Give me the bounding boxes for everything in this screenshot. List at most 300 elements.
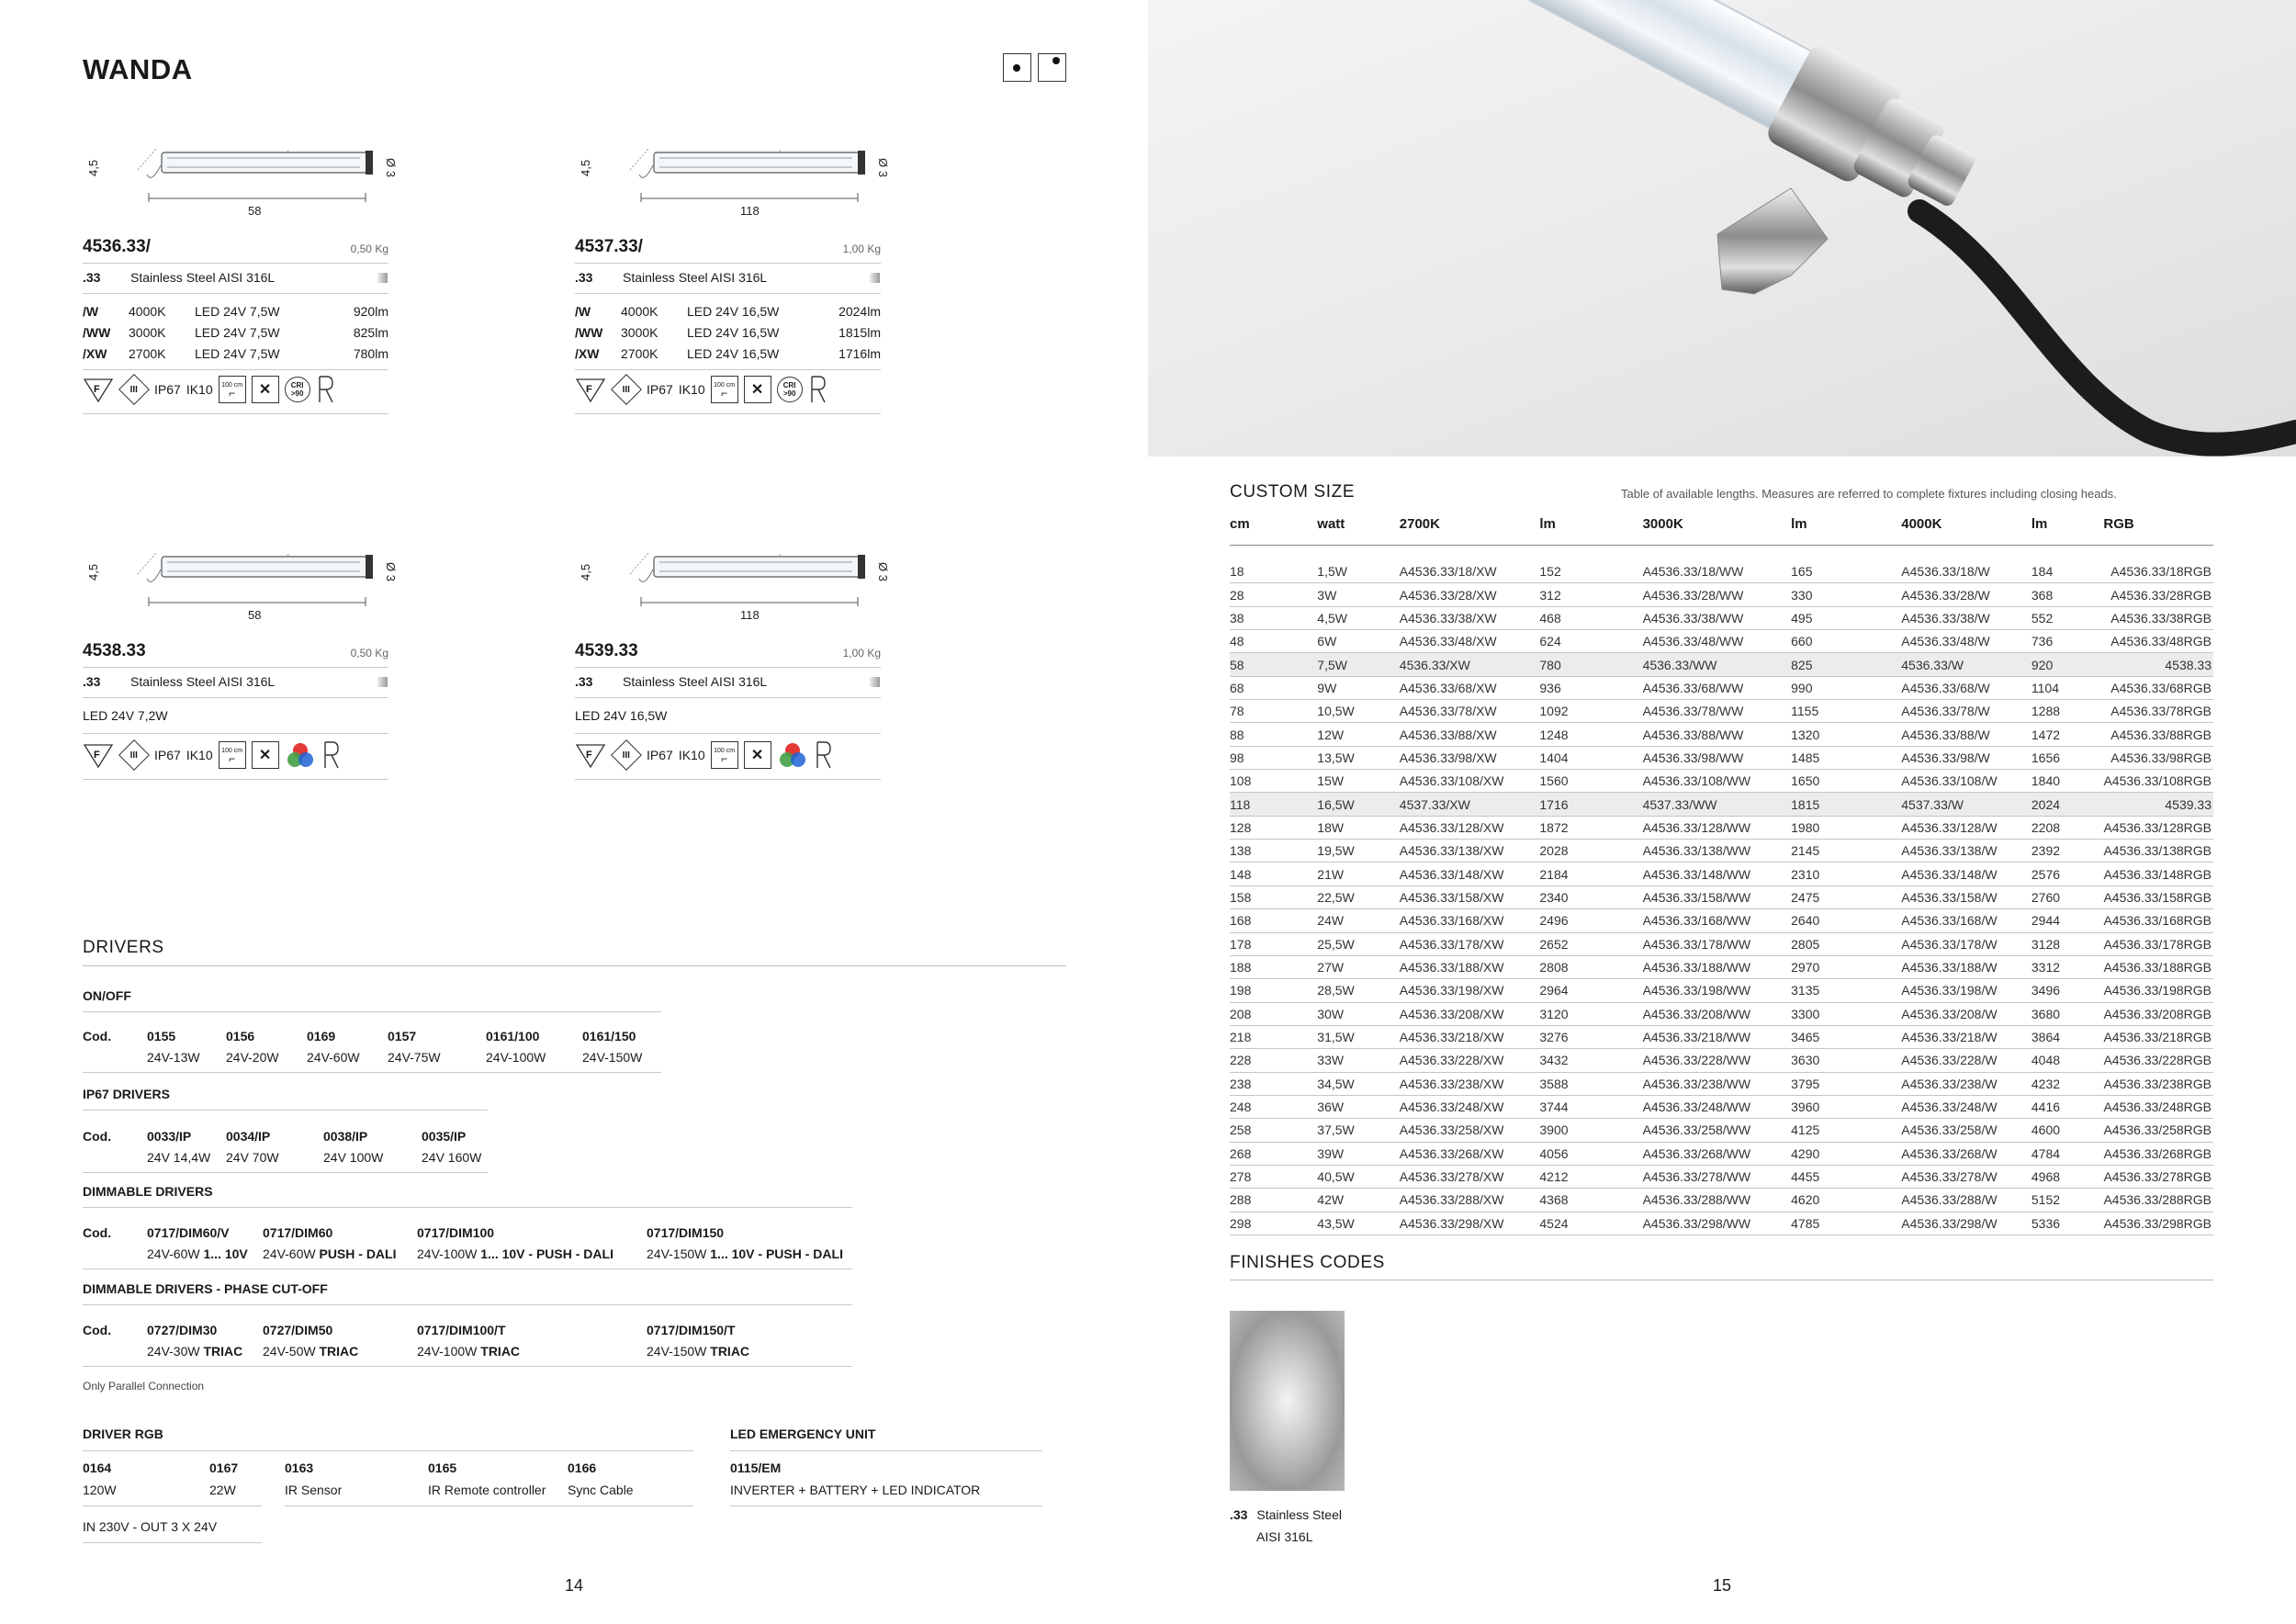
finish-code: .33: [83, 674, 101, 689]
table-cell: A4536.33/128/W: [1901, 816, 2032, 839]
product-dimension-drawing: [575, 542, 887, 625]
dimension-diameter: Ø 3: [876, 158, 890, 177]
variant-lumen: 1815lm: [838, 325, 881, 340]
driver-spec-mode: TRIAC: [319, 1344, 359, 1359]
custom-size-header-cell: 2700K: [1400, 516, 1540, 546]
table-row: [1230, 653, 2213, 676]
table-cell: 40,5W: [1317, 1165, 1400, 1188]
table-cell: A4536.33/188/XW: [1400, 955, 1540, 978]
driver-spec-text: 24V-13W: [147, 1050, 200, 1065]
table-row: [1230, 1119, 2213, 1142]
finish-swatch-stainless-steel: [1230, 1311, 1345, 1491]
table-cell: 920: [2032, 653, 2104, 676]
driver-spec-text: 24V-60W: [263, 1246, 320, 1261]
product-weight: 1,00 Kg: [842, 647, 881, 660]
table-row: [1230, 979, 2213, 1002]
product-code: 4536.33/: [83, 237, 151, 256]
product-photo: [1148, 0, 2296, 457]
ik-rating: IK10: [186, 748, 213, 762]
table-cell: 24W: [1317, 909, 1400, 932]
table-cell: 2640: [1791, 909, 1901, 932]
custom-size-header-cell: lm: [1539, 516, 1642, 546]
table-cell: 312: [1539, 583, 1642, 606]
cable-length-label: 100 cm: [221, 748, 243, 754]
table-row: [1230, 1049, 2213, 1072]
table-cell: 5152: [2032, 1189, 2104, 1212]
driver-code: 0164: [83, 1460, 112, 1475]
driver-spec-text: 24V-100W: [486, 1050, 546, 1065]
custom-size-header-cell: watt: [1317, 516, 1400, 546]
table-cell: A4536.33/288RGB: [2103, 1189, 2213, 1212]
finish-code: .33: [1230, 1507, 1248, 1522]
table-cell: A4536.33/298/WW: [1643, 1212, 1792, 1235]
recycle-mark-icon: [316, 375, 334, 404]
table-cell: 158: [1230, 885, 1317, 908]
product-weight: 0,50 Kg: [350, 647, 388, 660]
dimension-length: 58: [248, 608, 262, 622]
table-cell: A4536.33/68/WW: [1643, 676, 1792, 699]
table-cell: 7,5W: [1317, 653, 1400, 676]
variant-lumen: 825lm: [353, 325, 388, 340]
cri-icon: [777, 377, 803, 402]
table-cell: A4536.33/48/W: [1901, 630, 2032, 653]
divider: [83, 697, 388, 698]
table-cell: 4,5W: [1317, 606, 1400, 629]
dimension-length: 118: [740, 608, 760, 622]
dimension-length: 58: [248, 204, 262, 218]
variant-code: /W: [575, 304, 591, 319]
table-cell: 4536.33/W: [1901, 653, 2032, 676]
table-cell: A4536.33/218/XW: [1400, 1025, 1540, 1048]
table-row: [1230, 955, 2213, 978]
table-cell: 148: [1230, 863, 1317, 885]
table-cell: 1872: [1539, 816, 1642, 839]
table-cell: 128: [1230, 816, 1317, 839]
divider: [575, 779, 881, 780]
class-iii-icon: [611, 374, 642, 405]
table-cell: 1,5W: [1317, 560, 1400, 583]
variant-code: /W: [83, 304, 99, 319]
onoff-drivers-title: ON/OFF: [83, 988, 131, 1003]
table-cell: 4536.33/WW: [1643, 653, 1792, 676]
driver-code: 0157: [388, 1029, 417, 1043]
table-cell: 298: [1230, 1212, 1317, 1235]
f-mark-icon: [575, 376, 606, 403]
table-cell: 1104: [2032, 676, 2104, 699]
variant-color-temp: 2700K: [621, 346, 658, 361]
divider: [83, 369, 388, 370]
class-iii-icon: [118, 739, 150, 771]
table-cell: 4537.33/XW: [1400, 793, 1540, 816]
table-cell: A4536.33/148/XW: [1400, 863, 1540, 885]
dimension-height: 4,5: [579, 159, 592, 176]
table-cell: 21W: [1317, 863, 1400, 885]
product-code: 4538.33: [83, 641, 146, 660]
table-cell: A4536.33/278/WW: [1643, 1165, 1792, 1188]
drivers-title: DRIVERS: [83, 938, 164, 957]
divider: [575, 667, 881, 668]
table-cell: 37,5W: [1317, 1119, 1400, 1142]
table-cell: 4537.33/WW: [1643, 793, 1792, 816]
variant-led: LED 24V 16,5W: [687, 304, 780, 319]
table-cell: A4536.33/38/XW: [1400, 606, 1540, 629]
table-row: [1230, 583, 2213, 606]
variant-lumen: 1716lm: [838, 346, 881, 361]
product-dimension-drawing: [83, 138, 395, 220]
table-cell: A4536.33/148RGB: [2103, 863, 2213, 885]
divider: [83, 1110, 488, 1111]
f-mark-label: F: [586, 384, 592, 395]
table-cell: 1472: [2032, 723, 2104, 746]
table-cell: 38: [1230, 606, 1317, 629]
table-cell: 4368: [1539, 1189, 1642, 1212]
driver-spec-mode: 1... 10V - PUSH - DALI: [710, 1246, 843, 1261]
table-cell: 42W: [1317, 1189, 1400, 1212]
table-cell: A4536.33/268RGB: [2103, 1142, 2213, 1165]
table-cell: 1716: [1539, 793, 1642, 816]
certification-icons: [575, 375, 827, 404]
table-row: [1230, 885, 2213, 908]
table-cell: 4785: [1791, 1212, 1901, 1235]
table-cell: A4536.33/28/W: [1901, 583, 2032, 606]
table-cell: A4536.33/248/WW: [1643, 1095, 1792, 1118]
driver-spec-text: 24V-60W: [147, 1246, 204, 1261]
variant-led: LED 24V 7,5W: [195, 304, 280, 319]
no-cover-icon: ✕: [744, 376, 771, 403]
product-led: LED 24V 7,2W: [83, 708, 168, 723]
table-cell: A4536.33/158/W: [1901, 885, 2032, 908]
table-cell: A4536.33/158/XW: [1400, 885, 1540, 908]
driver-spec: [582, 1050, 642, 1065]
variant-lumen: 2024lm: [838, 304, 881, 319]
driver-spec: [647, 1246, 843, 1261]
recycle-mark-icon: [321, 740, 340, 770]
driver-code: 0155: [147, 1029, 176, 1043]
divider: [83, 1172, 488, 1173]
driver-code: 0717/DIM60/V: [147, 1225, 230, 1240]
driver-spec: IR Sensor: [285, 1483, 343, 1497]
table-cell: 48: [1230, 630, 1317, 653]
table-cell: 1092: [1539, 700, 1642, 723]
table-cell: 3795: [1791, 1072, 1901, 1095]
driver-spec-mode: 1... 10V: [203, 1246, 248, 1261]
driver-code: 0163: [285, 1460, 314, 1475]
table-cell: 3128: [2032, 932, 2104, 955]
cable-length-icon: [711, 741, 738, 769]
table-cell: A4536.33/278/W: [1901, 1165, 2032, 1188]
driver-spec: [147, 1246, 248, 1261]
driver-code: 0717/DIM60: [263, 1225, 333, 1240]
certification-icons: [83, 740, 340, 770]
table-cell: 936: [1539, 676, 1642, 699]
table-cell: 4538.33: [2103, 653, 2213, 676]
table-cell: A4536.33/98/XW: [1400, 746, 1540, 769]
table-cell: 3864: [2032, 1025, 2104, 1048]
dimension-height: 4,5: [86, 159, 100, 176]
table-cell: 1815: [1791, 793, 1901, 816]
ip-rating: IP67: [154, 748, 181, 762]
table-cell: 3680: [2032, 1002, 2104, 1025]
driver-spec: [647, 1344, 749, 1359]
certification-icons: [575, 740, 832, 770]
table-cell: 3120: [1539, 1002, 1642, 1025]
table-cell: A4536.33/288/W: [1901, 1189, 2032, 1212]
table-cell: 4620: [1791, 1189, 1901, 1212]
table-cell: 2340: [1539, 885, 1642, 908]
table-cell: 188: [1230, 955, 1317, 978]
variant-code: /WW: [83, 325, 111, 340]
table-cell: 3135: [1791, 979, 1901, 1002]
product-dimension-drawing: [83, 542, 395, 625]
driver-code: 0034/IP: [226, 1129, 271, 1144]
table-row: [1230, 630, 2213, 653]
table-cell: A4536.33/98/WW: [1643, 746, 1792, 769]
table-cell: 184: [2032, 560, 2104, 583]
table-cell: A4536.33/198/XW: [1400, 979, 1540, 1002]
table-row: [1230, 840, 2213, 863]
table-cell: 12W: [1317, 723, 1400, 746]
table-row: [1230, 700, 2213, 723]
driver-spec-text: 24V 70W: [226, 1150, 279, 1165]
table-cell: A4536.33/38RGB: [2103, 606, 2213, 629]
dimension-diameter: Ø 3: [384, 158, 398, 177]
table-cell: 13,5W: [1317, 746, 1400, 769]
driver-code: 0717/DIM100/T: [417, 1323, 506, 1337]
table-cell: A4536.33/148/W: [1901, 863, 2032, 885]
driver-spec-text: 24V-60W: [307, 1050, 360, 1065]
table-cell: 33W: [1317, 1049, 1400, 1072]
table-cell: 10,5W: [1317, 700, 1400, 723]
variant-led: LED 24V 7,5W: [195, 325, 280, 340]
cri-value: >90: [782, 389, 796, 398]
table-cell: A4536.33/128/WW: [1643, 816, 1792, 839]
no-cover-icon: ✕: [744, 741, 771, 769]
table-cell: 27W: [1317, 955, 1400, 978]
table-cell: A4536.33/158/WW: [1643, 885, 1792, 908]
table-cell: 4524: [1539, 1212, 1642, 1235]
table-cell: A4536.33/178/XW: [1400, 932, 1540, 955]
table-cell: A4536.33/188/WW: [1643, 955, 1792, 978]
table-cell: 1650: [1791, 770, 1901, 793]
driver-code: 0717/DIM150: [647, 1225, 725, 1240]
table-cell: A4536.33/228/WW: [1643, 1049, 1792, 1072]
table-cell: A4536.33/208/W: [1901, 1002, 2032, 1025]
table-cell: 1560: [1539, 770, 1642, 793]
divider: [83, 1450, 693, 1451]
table-cell: 78: [1230, 700, 1317, 723]
driver-code: 0717/DIM100: [417, 1225, 495, 1240]
divider: [575, 413, 881, 414]
table-cell: A4536.33/168/WW: [1643, 909, 1792, 932]
table-row: [1230, 863, 2213, 885]
ip-rating: IP67: [154, 382, 181, 397]
luminaire-photo-illustration: [1148, 0, 2296, 457]
table-cell: 25,5W: [1317, 932, 1400, 955]
table-cell: 1485: [1791, 746, 1901, 769]
cri-icon: [285, 377, 310, 402]
driver-spec-mode: TRIAC: [203, 1344, 243, 1359]
recycle-mark-icon: [814, 740, 832, 770]
cable-length-icon: [711, 376, 738, 403]
divider: [575, 697, 881, 698]
table-cell: 30W: [1317, 1002, 1400, 1025]
table-row: [1230, 1212, 2213, 1235]
table-cell: 1288: [2032, 700, 2104, 723]
table-row: [1230, 770, 2213, 793]
table-cell: 118: [1230, 793, 1317, 816]
table-cell: 2184: [1539, 863, 1642, 885]
table-cell: 660: [1791, 630, 1901, 653]
variant-code: /XW: [575, 346, 600, 361]
dimension-height: 4,5: [86, 563, 100, 581]
driver-code: 0727/DIM50: [263, 1323, 333, 1337]
table-cell: 3276: [1539, 1025, 1642, 1048]
table-cell: 3W: [1317, 583, 1400, 606]
table-cell: A4536.33/278RGB: [2103, 1165, 2213, 1188]
cable-glyph: ⌐: [229, 387, 236, 400]
no-cover-icon: ✕: [252, 376, 279, 403]
table-cell: 6W: [1317, 630, 1400, 653]
table-cell: 2944: [2032, 909, 2104, 932]
driver-spec: [307, 1050, 360, 1065]
table-cell: 2024: [2032, 793, 2104, 816]
table-cell: 330: [1791, 583, 1901, 606]
variant-code: /WW: [575, 325, 603, 340]
ceiling-mount-icon: [1038, 53, 1066, 82]
cable-glyph: ⌐: [721, 752, 728, 765]
driver-spec-text: 24V-20W: [226, 1050, 279, 1065]
table-cell: A4536.33/138/WW: [1643, 840, 1792, 863]
driver-spec-mode: TRIAC: [480, 1344, 521, 1359]
product-code: 4539.33: [575, 641, 638, 660]
table-cell: 4600: [2032, 1119, 2104, 1142]
driver-spec-text: 24V-100W: [417, 1246, 481, 1261]
table-cell: 2970: [1791, 955, 1901, 978]
custom-size-header-row: [1230, 516, 2213, 546]
divider: [575, 293, 881, 294]
table-cell: A4536.33/258/XW: [1400, 1119, 1540, 1142]
driver-spec: [226, 1150, 279, 1165]
table-cell: A4536.33/238/W: [1901, 1072, 2032, 1095]
driver-spec-text: 24V 14,4W: [147, 1150, 211, 1165]
divider: [83, 733, 388, 734]
table-cell: A4536.33/268/WW: [1643, 1142, 1792, 1165]
emergency-code: 0115/EM: [730, 1460, 782, 1475]
table-cell: 495: [1791, 606, 1901, 629]
table-cell: 3960: [1791, 1095, 1901, 1118]
table-cell: 15W: [1317, 770, 1400, 793]
table-cell: A4536.33/108/XW: [1400, 770, 1540, 793]
ip67-drivers-title: IP67 DRIVERS: [83, 1087, 170, 1101]
f-mark-label: F: [94, 750, 100, 761]
driver-spec: IR Remote controller: [428, 1483, 546, 1497]
table-cell: A4536.33/298/XW: [1400, 1212, 1540, 1235]
driver-code: 0165: [428, 1460, 457, 1475]
divider: [83, 1542, 262, 1543]
table-cell: A4536.33/218/WW: [1643, 1025, 1792, 1048]
finish-name: Stainless Steel AISI 316L: [130, 270, 276, 285]
table-cell: 4968: [2032, 1165, 2104, 1188]
product-dimension-drawing: [575, 138, 887, 220]
table-row: [1230, 676, 2213, 699]
table-cell: 228: [1230, 1049, 1317, 1072]
custom-size-table: [1230, 516, 2213, 1235]
divider: [575, 369, 881, 370]
cable-glyph: ⌐: [721, 387, 728, 400]
table-row: [1230, 1072, 2213, 1095]
table-cell: A4536.33/68/XW: [1400, 676, 1540, 699]
table-cell: A4536.33/208/XW: [1400, 1002, 1540, 1025]
table-cell: A4536.33/248RGB: [2103, 1095, 2213, 1118]
table-row: [1230, 560, 2213, 583]
class-iii-label: III: [129, 750, 139, 761]
table-spacer: [1230, 546, 2213, 560]
table-cell: A4536.33/18/XW: [1400, 560, 1540, 583]
table-cell: 2145: [1791, 840, 1901, 863]
custom-size-header-cell: 3000K: [1643, 516, 1792, 546]
driver-spec-mode: TRIAC: [710, 1344, 750, 1359]
table-row: [1230, 746, 2213, 769]
driver-spec: [422, 1150, 481, 1165]
table-cell: A4536.33/228/XW: [1400, 1049, 1540, 1072]
table-cell: A4536.33/78/W: [1901, 700, 2032, 723]
custom-size-header-cell: lm: [1791, 516, 1901, 546]
table-cell: 3312: [2032, 955, 2104, 978]
table-cell: 1320: [1791, 723, 1901, 746]
table-cell: 2805: [1791, 932, 1901, 955]
table-cell: A4536.33/88/WW: [1643, 723, 1792, 746]
table-cell: 2310: [1791, 863, 1901, 885]
table-cell: A4536.33/188RGB: [2103, 955, 2213, 978]
table-cell: A4536.33/198/W: [1901, 979, 2032, 1002]
table-cell: 28: [1230, 583, 1317, 606]
driver-code: 0166: [568, 1460, 597, 1475]
driver-code: 0035/IP: [422, 1129, 467, 1144]
driver-spec: [417, 1246, 613, 1261]
table-row: [1230, 1165, 2213, 1188]
finish-name-line2: AISI 316L: [1256, 1529, 1313, 1544]
driver-spec: [486, 1050, 546, 1065]
table-cell: A4536.33/78RGB: [2103, 700, 2213, 723]
table-cell: 1248: [1539, 723, 1642, 746]
cable-glyph: ⌐: [229, 752, 236, 765]
table-cell: A4536.33/88/XW: [1400, 723, 1540, 746]
table-cell: A4536.33/88RGB: [2103, 723, 2213, 746]
table-cell: A4536.33/218/W: [1901, 1025, 2032, 1048]
driver-spec: [147, 1050, 200, 1065]
rgb-icon: [285, 740, 316, 770]
driver-code: 0161/150: [582, 1029, 636, 1043]
table-cell: A4536.33/198RGB: [2103, 979, 2213, 1002]
variant-color-temp: 3000K: [621, 325, 658, 340]
table-cell: A4536.33/298/W: [1901, 1212, 2032, 1235]
product-weight: 1,00 Kg: [842, 242, 881, 255]
table-cell: 1980: [1791, 816, 1901, 839]
variant-led: LED 24V 7,5W: [195, 346, 280, 361]
table-cell: A4536.33/18RGB: [2103, 560, 2213, 583]
dimension-height: 4,5: [579, 563, 592, 581]
driver-spec-text: 24V 160W: [422, 1150, 482, 1165]
driver-code: 0727/DIM30: [147, 1323, 218, 1337]
product-led: LED 24V 16,5W: [575, 708, 668, 723]
cable-length-label: 100 cm: [714, 748, 736, 754]
finish-swatch-icon: [377, 273, 388, 283]
table-cell: 278: [1230, 1165, 1317, 1188]
driver-spec: [417, 1344, 520, 1359]
finish-name: Stainless Steel AISI 316L: [623, 674, 768, 689]
f-mark-label: F: [586, 750, 592, 761]
table-cell: 4212: [1539, 1165, 1642, 1188]
